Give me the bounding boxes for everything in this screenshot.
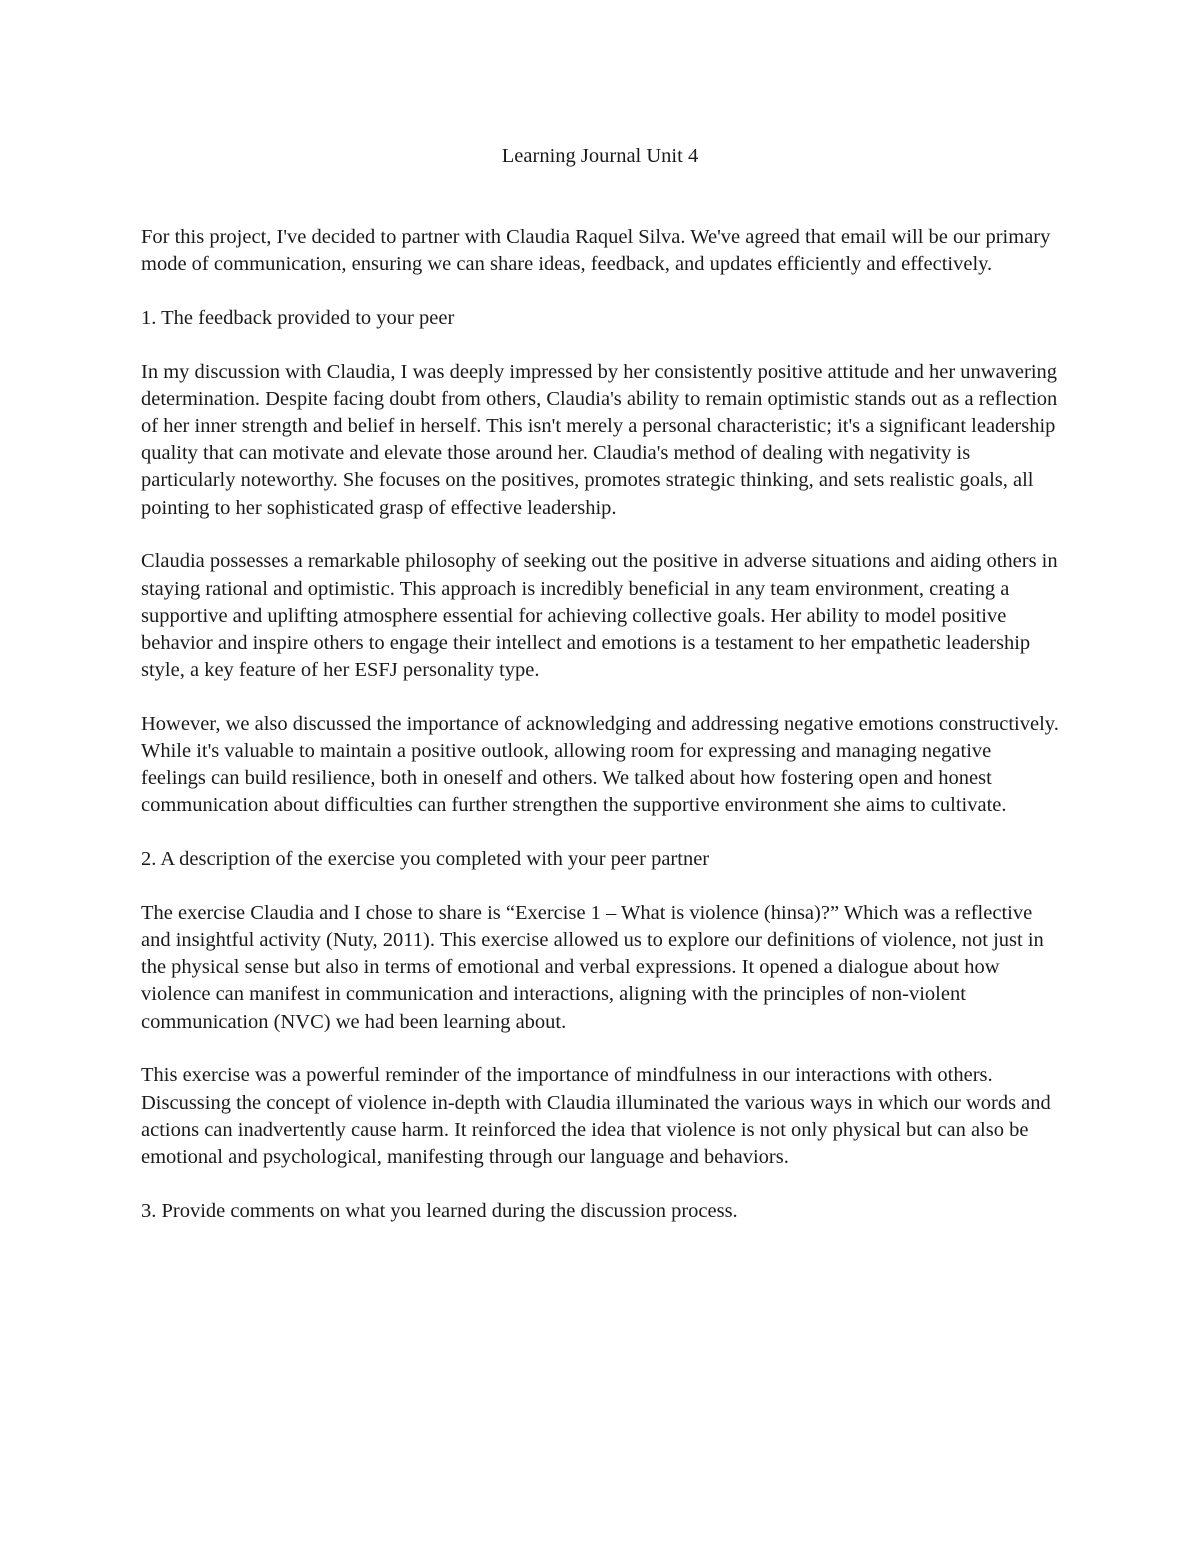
section-heading-1: 1. The feedback provided to your peer xyxy=(141,306,455,329)
document-title: Learning Journal Unit 4 xyxy=(501,145,699,167)
intro-paragraph: For this project, I've decided to partner with Claudia Raquel Silva. We've agreed that email will be our primary mode of communication, ensuring we can share ideas, feedback, and updates efficiently and effectively. xyxy=(141,226,1051,276)
body-paragraph: This exercise was a powerful reminder of the importance of mindfulness in our interactions with others. Discussing the concept of violence in-depth with Claudia illuminated the various ways in which our words and actions can inadvertently cause harm. It reinforced the idea that violence is not only physical but can also be emotional and psychological, manifesting through our language and behaviors. xyxy=(141,1064,1051,1168)
document-body xyxy=(141,224,1061,1251)
section-heading-2: 2. A description of the exercise you completed with your peer partner xyxy=(141,848,710,871)
section-heading-3: 3. Provide comments on what you learned during the discussion process. xyxy=(141,1199,738,1222)
body-paragraph: The exercise Claudia and I chose to share is “Exercise 1 – What is violence (hinsa)?” Which was a reflective and insightful activity (Nuty, 2011). This exercise allowed us to explore our definitions of violence, not just in the physical sense but also in terms of emotional and verbal expressions. It opened a dialogue about how violence can manifest in communication and interactions, aligning with the principles of non-violent communication (NVC) we had been learning about. xyxy=(141,901,1044,1033)
body-paragraph: Claudia possesses a remarkable philosophy of seeking out the positive in adverse situations and aiding others in staying rational and optimistic. This approach is incredibly beneficial in any team environment, creating a supportive and uplifting atmosphere essential for achieving collective goals. Her ability to model positive behavior and inspire others to engage their intellect and emotions is a testament to her empathetic leadership style, a key feature of her ESFJ personality type. xyxy=(141,550,1058,682)
body-paragraph: In my discussion with Claudia, I was deeply impressed by her consistently positive attitude and her unwavering determination. Despite facing doubt from others, Claudia's ability to remain optimistic stands out as a reflection of her inner strength and belief in herself. This isn't merely a personal characteristic; it's a significant leadership quality that can motivate and elevate those around her. Claudia's method of dealing with negativity is particularly noteworthy. She focuses on the positives, promotes strategic thinking, and sets realistic goals, all pointing to her sophisticated grasp of effective leadership. xyxy=(141,360,1058,519)
body-paragraph: However, we also discussed the importance of acknowledging and addressing negative emotions constructively. While it's valuable to maintain a positive outlook, allowing room for expressing and managing negative feelings can build resilience, both in oneself and others. We talked about how fostering open and honest communication about difficulties can further strengthen the supportive environment she aims to cultivate. xyxy=(141,712,1059,817)
